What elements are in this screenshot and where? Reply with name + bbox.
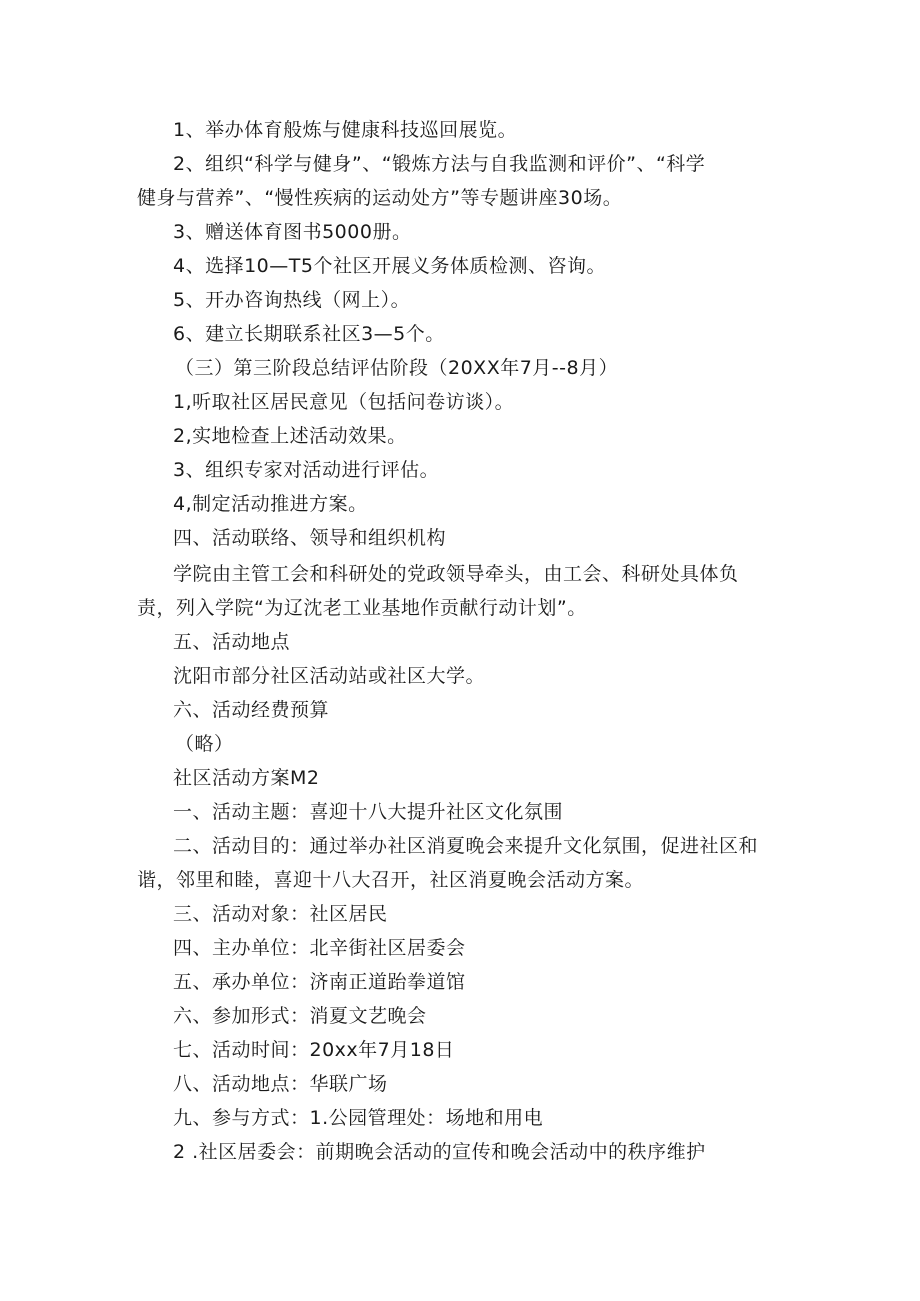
section-heading: 五、活动地点: [173, 631, 291, 653]
text-line: 沈阳市部分社区活动站或社区大学。: [173, 665, 486, 687]
text-line: 6、建立长期联系社区3—5个。: [173, 323, 445, 345]
text-line: 健身与营养”、“慢性疾病的运动处方”等专题讲座30场。: [137, 187, 623, 209]
text-line: 2、组织“科学与健身”、“锻炼方法与自我监测和评价”、“科学: [173, 153, 706, 175]
text-line: 四、主办单位：北辛街社区居委会: [173, 937, 466, 959]
text-line: 六、参加形式：消夏文艺晚会: [173, 1005, 427, 1027]
text-line: 五、承办单位：济南正道跆拳道馆: [173, 971, 466, 993]
section-heading: （三）第三阶段总结评估阶段（20XX年7月--8月）: [175, 357, 619, 379]
text-line: 谐，邻里和睦，喜迎十八大召开，社区消夏晚会活动方案。: [137, 869, 645, 891]
document-title: 社区活动方案M2: [173, 767, 320, 789]
text-line: 4,制定活动推进方案。: [173, 493, 368, 515]
text-line: 1、举办体育般炼与健康科技巡回展览。: [173, 119, 518, 141]
text-line: 3、组织专家对活动进行评估。: [173, 459, 440, 481]
text-line: 责，列入学院“为辽沈老工业基地作贡献行动计划”。: [137, 597, 587, 619]
text-line: 1,听取社区居民意见（包括问卷访谈）。: [173, 391, 515, 413]
text-line: 4、选择10—T5个社区开展义务体质检测、咨询。: [173, 255, 606, 277]
section-heading: 四、活动联络、领导和组织机构: [173, 527, 447, 549]
text-line: 一、活动主题：喜迎十八大提升社区文化氛围: [173, 801, 564, 823]
text-line: 2,实地检查上述活动效果。: [173, 425, 407, 447]
section-heading: 六、活动经费预算: [173, 699, 330, 721]
text-line: 八、活动地点：华联广场: [173, 1073, 388, 1095]
text-line: 学院由主管工会和科研处的党政领导牵头，由工会、科研处具体负: [173, 563, 739, 585]
text-line: 三、活动对象：社区居民: [173, 903, 388, 925]
text-line: 二、活动目的：通过举办社区消夏晚会来提升文化氛围，促进社区和: [173, 835, 759, 857]
text-line: 2 .社区居委会：前期晚会活动的宣传和晚会活动中的秩序维护: [173, 1141, 706, 1163]
text-line: 5、开办咨询热线（网上）。: [173, 289, 411, 311]
text-line: 七、活动时间：20xx年7月18日: [173, 1039, 455, 1061]
text-line: 九、参与方式：1.公园管理处：场地和用电: [173, 1107, 544, 1129]
text-line: 3、赠送体育图书5000册。: [173, 221, 412, 243]
text-line: （略）: [175, 733, 234, 755]
